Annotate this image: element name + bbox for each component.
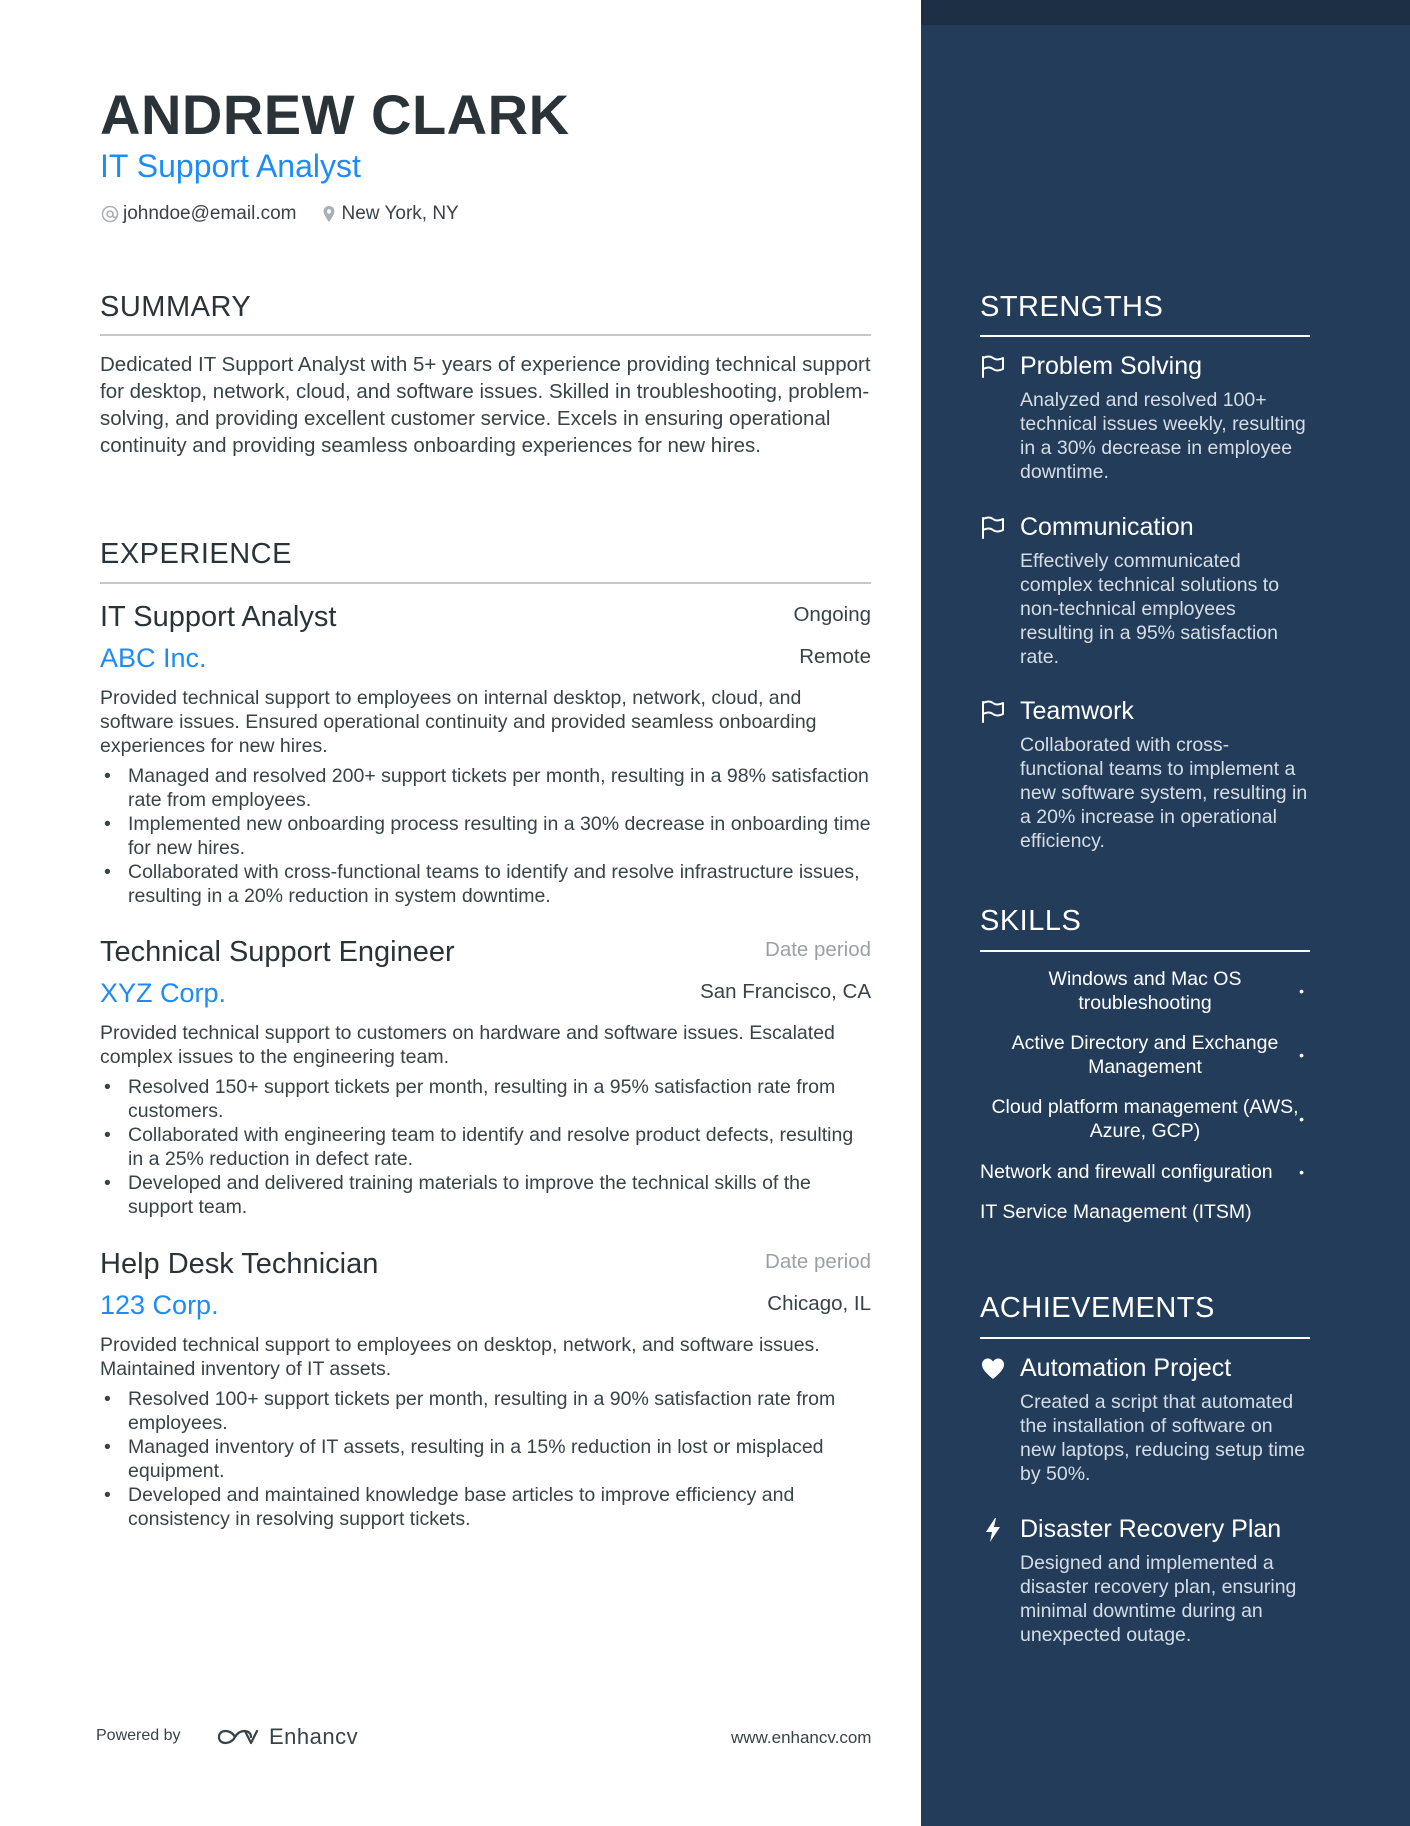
job-title: IT Support Analyst (100, 601, 337, 633)
footer-brand-logo[interactable] (215, 1720, 375, 1754)
job-location: San Francisco, CA (700, 980, 871, 1003)
summary-divider (100, 334, 871, 336)
location-pin-icon (319, 204, 339, 224)
job-date: Date period (765, 938, 871, 961)
contact-location (319, 203, 459, 225)
heart-icon (980, 1356, 1006, 1382)
skill-item (980, 967, 1310, 1015)
skill-separator: • (1299, 1164, 1304, 1180)
experience-divider (100, 582, 871, 584)
job-title: Technical Support Engineer (100, 936, 455, 968)
achievements-title: ACHIEVEMENTS (980, 1292, 1215, 1324)
achievements-divider (980, 1337, 1310, 1339)
job-bullet: • Collaborated with engineering team to identify and resolve product defects, resulting in a 25% reduction in defect rate. (100, 1123, 871, 1171)
contact-email[interactable] (100, 203, 297, 225)
job-date: Date period (765, 1250, 871, 1273)
contact-email-text: johndoe@email.com (123, 203, 297, 224)
strengths-title: STRENGTHS (980, 291, 1164, 323)
footer-brand-name: Enhancv (269, 1724, 359, 1749)
skills-divider (980, 950, 1310, 952)
skill-item (980, 1031, 1310, 1079)
achievement-title: Disaster Recovery Plan (1020, 1515, 1282, 1543)
skill-label: IT Service Management (ITSM) (980, 1201, 1252, 1223)
job-bullet: • Developed and maintained knowledge base articles to improve efficiency and consistency in resolving support tickets. (100, 1483, 871, 1531)
strength-title: Problem Solving (1020, 352, 1203, 380)
at-sign-icon (100, 204, 120, 224)
skill-separator: • (1299, 1111, 1304, 1127)
job-location: Remote (799, 645, 871, 668)
job-company[interactable]: 123 Corp. (100, 1290, 219, 1320)
job-description: Provided technical support to employees on desktop, network, and software issues. Maintained inventory of IT assets. (100, 1334, 820, 1380)
job-date: Ongoing (793, 603, 871, 626)
achievement-description: Designed and implemented a disaster recovery plan, ensuring minimal downtime during an unexpected outage. (1020, 1552, 1297, 1646)
job-description: Provided technical support to employees on internal desktop, network, cloud, and software issues. Ensured operational continuity and provided seamless onboarding experiences for new hires. (100, 687, 817, 757)
footer-url[interactable]: www.enhancv.com (731, 1728, 872, 1747)
job-bullet: • Developed and delivered training materials to improve the technical skills of the support team. (100, 1171, 871, 1219)
skill-item (980, 1095, 1310, 1143)
skill-item (980, 1160, 1310, 1184)
achievement-title: Automation Project (1020, 1354, 1232, 1382)
job-bullets (100, 1075, 871, 1219)
skill-label: Active Directory and Exchange Management (1011, 1032, 1279, 1078)
job-bullet: • Managed and resolved 200+ support tickets per month, resulting in a 98% satisfaction rate from employees. (100, 764, 871, 812)
flag-icon (980, 354, 1006, 380)
strength-title: Teamwork (1020, 697, 1134, 725)
job-bullet: • Implemented new onboarding process resulting in a 30% decrease in onboarding time for new hires. (100, 812, 871, 860)
strength-title: Communication (1020, 513, 1194, 541)
job-bullets (100, 1387, 871, 1531)
enhancv-logo-icon (215, 1725, 261, 1749)
footer-powered-by: Powered by (96, 1727, 181, 1744)
strength-description: Analyzed and resolved 100+ technical issues weekly, resulting in a 30% decrease in employee downtime. (1020, 389, 1306, 483)
job-bullet: • Resolved 100+ support tickets per month, resulting in a 90% satisfaction rate from employees. (100, 1387, 871, 1435)
job-bullet: • Managed inventory of IT assets, resulting in a 15% reduction in lost or misplaced equipment. (100, 1435, 871, 1483)
skill-separator: • (1299, 983, 1304, 999)
achievement-description: Created a script that automated the installation of software on new laptops, reducing setup time by 50%. (1020, 1391, 1306, 1485)
strength-description: Collaborated with cross-functional teams to implement a new software system, resulting in a 20% increase in operational efficiency. (1020, 734, 1308, 852)
candidate-role: IT Support Analyst (100, 148, 361, 184)
job-bullets (100, 764, 871, 908)
job-company[interactable]: ABC Inc. (100, 643, 207, 673)
summary-text: Dedicated IT Support Analyst with 5+ years of experience providing technical support for desktop, network, cloud, and software issues. Skilled in troubleshooting, problem-solving, and providing excellent customer service. Excels in ensuring operational continuity and providing seamless onboarding experiences for new hires. (100, 353, 871, 457)
skill-item (980, 1200, 1310, 1224)
flag-icon (980, 699, 1006, 725)
lightning-icon (980, 1517, 1006, 1543)
job-bullet: • Collaborated with cross-functional teams to identify and resolve infrastructure issues, resulting in a 20% reduction in system downtime. (100, 860, 871, 908)
strengths-divider (980, 335, 1310, 337)
skill-label: Cloud platform management (AWS, Azure, GCP) (991, 1096, 1299, 1142)
job-company[interactable]: XYZ Corp. (100, 978, 227, 1008)
job-title: Help Desk Technician (100, 1248, 379, 1280)
strength-description: Effectively communicated complex technical solutions to non-technical employees resulting in a 95% satisfaction rate. (1020, 550, 1280, 668)
contact-row (100, 202, 459, 226)
experience-title: EXPERIENCE (100, 538, 292, 570)
skill-label: Network and firewall configuration (980, 1161, 1273, 1183)
job-location: Chicago, IL (767, 1292, 871, 1315)
summary-title: SUMMARY (100, 291, 252, 323)
skill-separator: • (1299, 1047, 1304, 1063)
sidebar-top-strip (921, 0, 1410, 25)
skills-title: SKILLS (980, 905, 1082, 937)
job-description: Provided technical support to customers on hardware and software issues. Escalated complex issues to the engineering team. (100, 1022, 835, 1068)
contact-location-text: New York, NY (341, 203, 459, 224)
flag-icon (980, 515, 1006, 541)
job-bullet: • Resolved 150+ support tickets per month, resulting in a 95% satisfaction rate from customers. (100, 1075, 871, 1123)
skill-label: Windows and Mac OS troubleshooting (1048, 968, 1242, 1014)
candidate-name: ANDREW CLARK (100, 83, 570, 146)
